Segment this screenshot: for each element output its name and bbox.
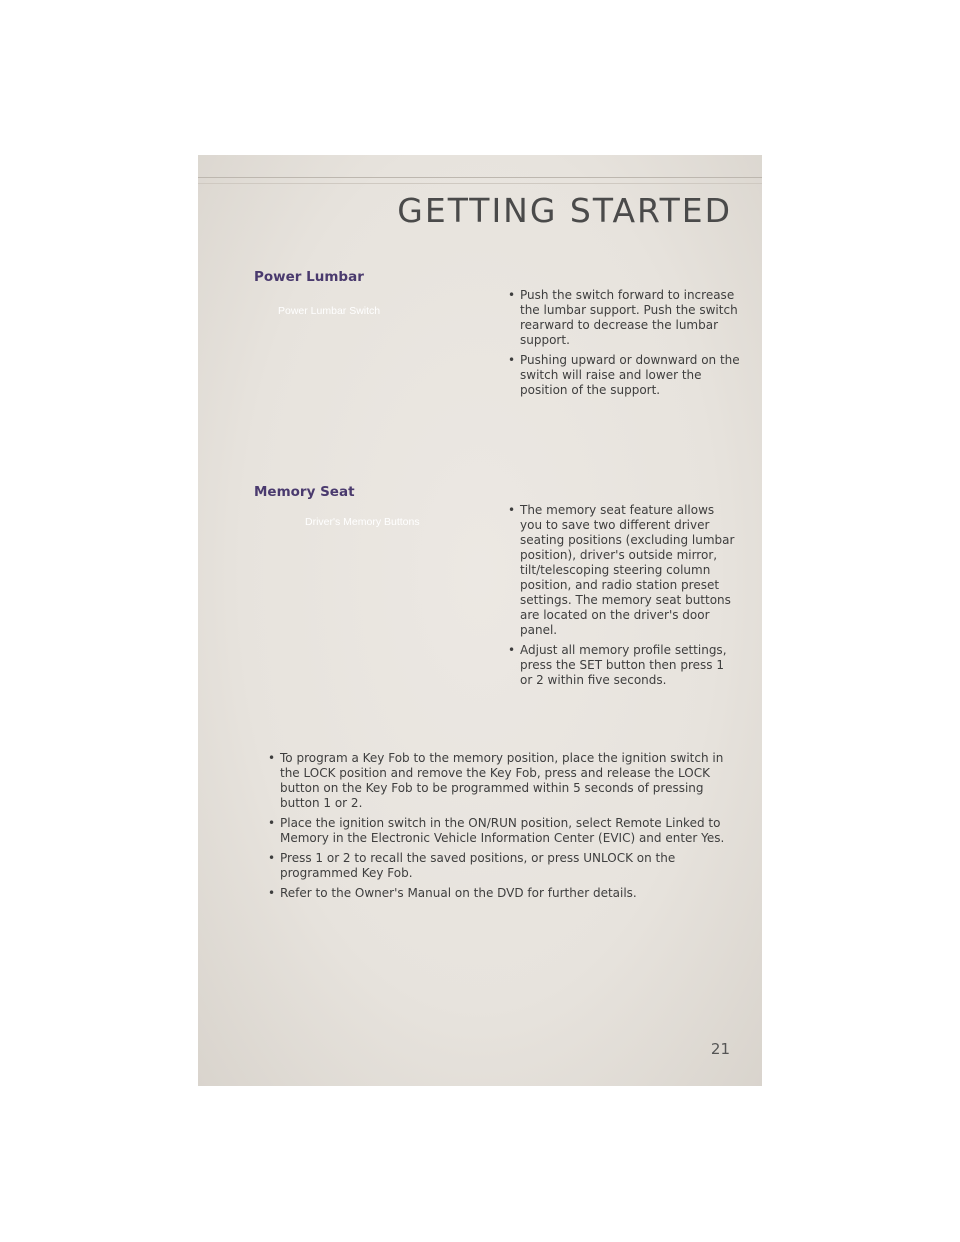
- memory-seat-bullet-list: [508, 503, 740, 693]
- section-title: GETTING STARTED: [397, 191, 732, 230]
- list-item: • Adjust all memory profile settings, press the SET button then press 1 or 2 within five seconds.: [508, 643, 740, 688]
- power-lumbar-bullet-list: [508, 288, 740, 403]
- header-rule-secondary: [198, 183, 762, 184]
- key-fob-bullet-list: [268, 751, 738, 906]
- list-item: • Refer to the Owner's Manual on the DVD for further details.: [268, 886, 738, 901]
- list-item: • Press 1 or 2 to recall the saved positions, or press UNLOCK on the programmed Key Fob.: [268, 851, 738, 881]
- list-item: • The memory seat feature allows you to save two different driver seating positions (excluding lumbar position), driver's outside mirror, tilt/telescoping steering column position, and radio station preset settings. The memory seat buttons are located on the driver's door panel.: [508, 503, 740, 638]
- list-item: • Push the switch forward to increase the lumbar support. Push the switch rearward to decrease the lumbar support.: [508, 288, 740, 348]
- list-item: • To program a Key Fob to the memory position, place the ignition switch in the LOCK position and remove the Key Fob, press and release the LOCK button on the Key Fob to be programmed within 5 seconds of pressing button 1 or 2.: [268, 751, 738, 811]
- header-rule: [198, 177, 762, 178]
- memory-seat-image-caption: Driver's Memory Buttons: [305, 516, 420, 528]
- power-lumbar-heading: Power Lumbar: [254, 269, 364, 285]
- list-item: • Pushing upward or downward on the switch will raise and lower the position of the support.: [508, 353, 740, 398]
- memory-seat-heading: Memory Seat: [254, 484, 355, 500]
- manual-page: [198, 155, 762, 1086]
- list-item: • Place the ignition switch in the ON/RUN position, select Remote Linked to Memory in the Electronic Vehicle Information Center (EVIC) and enter Yes.: [268, 816, 738, 846]
- power-lumbar-image-caption: Power Lumbar Switch: [278, 305, 381, 317]
- page-number: 21: [710, 1040, 730, 1058]
